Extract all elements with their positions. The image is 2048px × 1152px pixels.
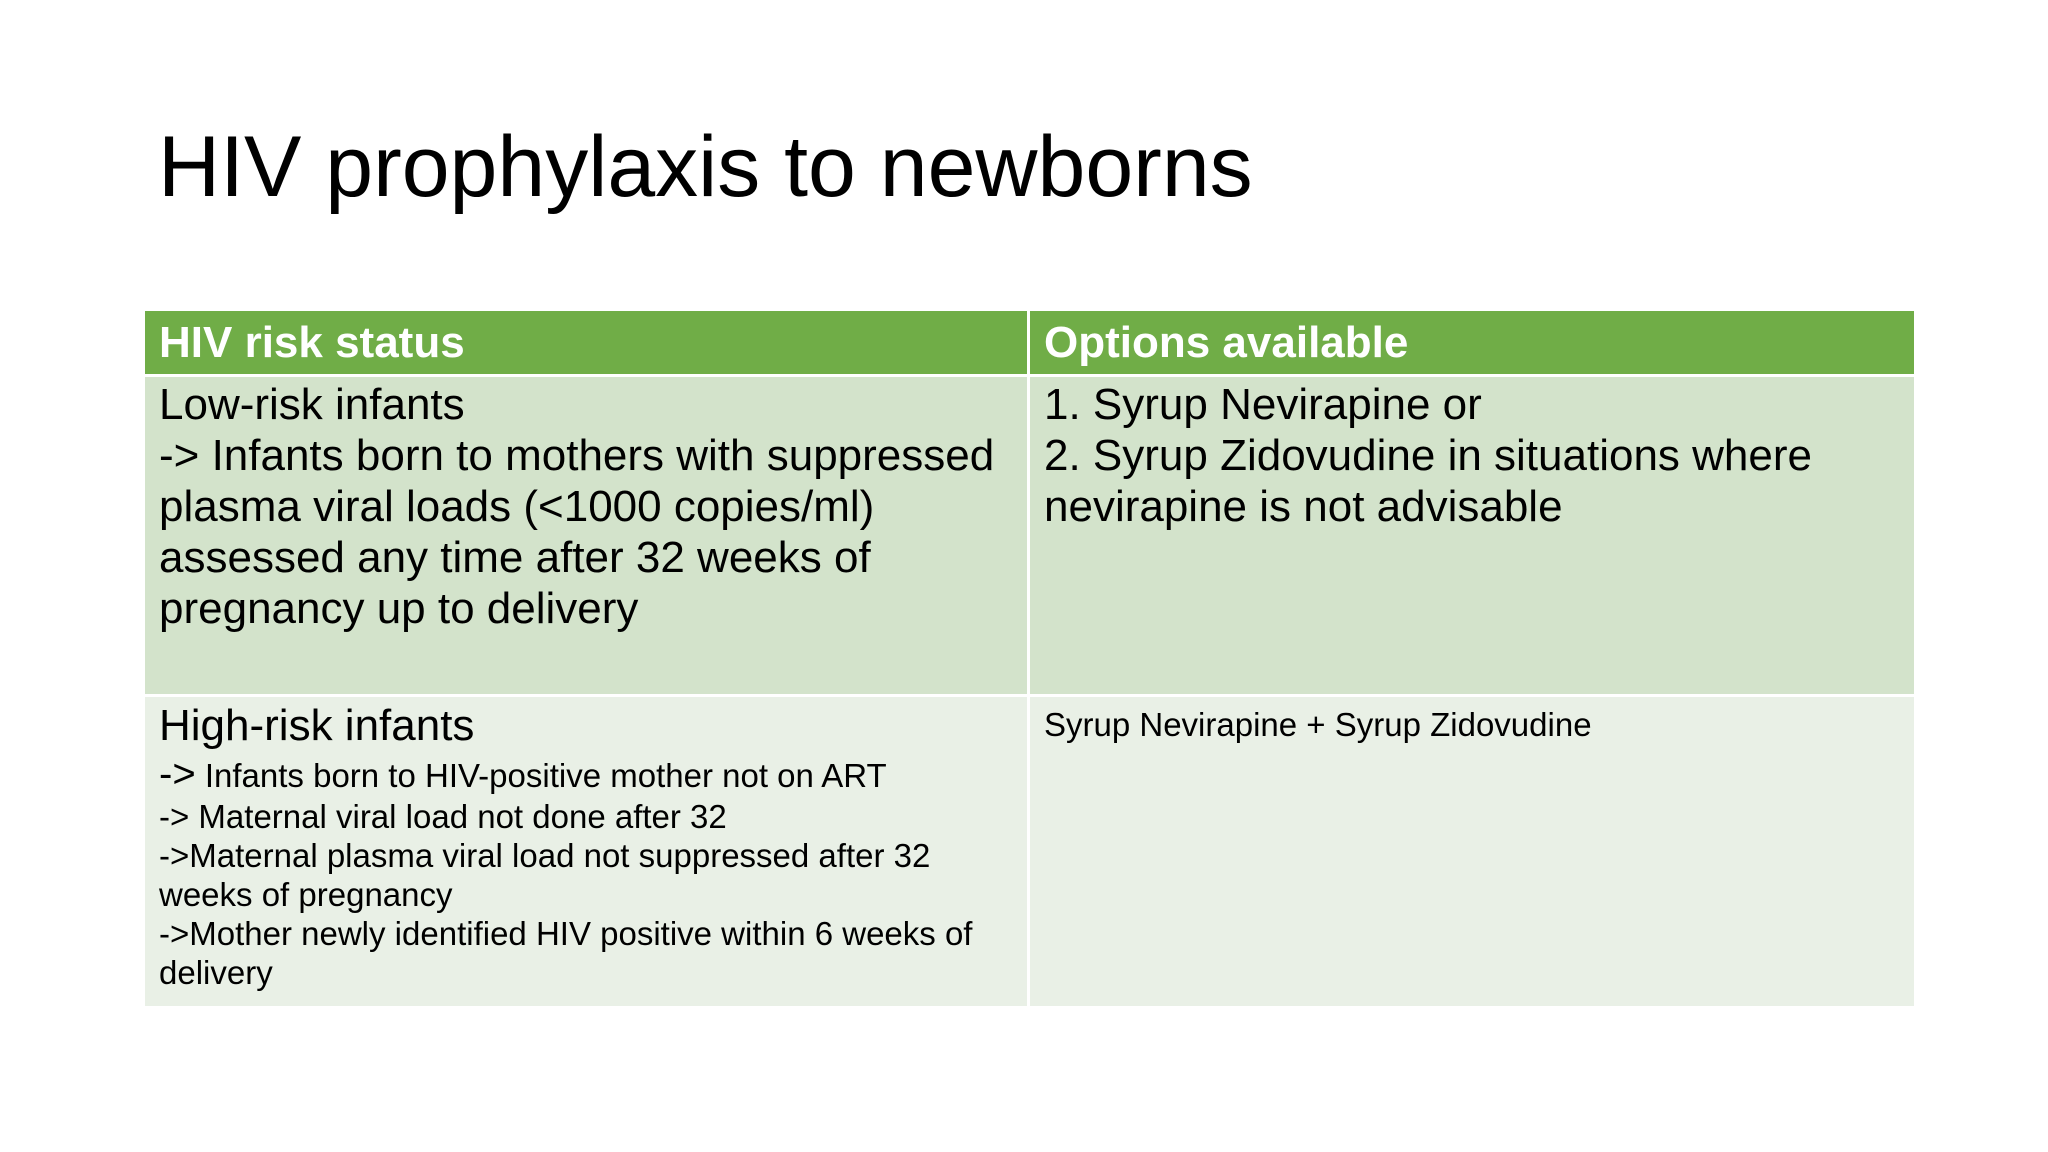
low-risk-option-1: 1. Syrup Nevirapine or	[1044, 380, 1482, 429]
low-risk-detail: -> Infants born to mothers with suppressed plasma viral loads (<1000 copies/ml) assessed any time after 32 weeks of pregnancy up to delivery	[159, 431, 1007, 633]
header-hiv-risk-status: HIV risk status	[144, 310, 1029, 376]
high-risk-heading: High-risk infants	[159, 701, 475, 750]
low-risk-option-2: 2. Syrup Zidovudine in situations where nevirapine is not advisable	[1044, 431, 1825, 531]
low-risk-heading: Low-risk infants	[159, 380, 465, 429]
high-risk-criterion-1-text: Infants born to HIV-positive mother not on ART	[195, 757, 887, 794]
header-options-available: Options available	[1029, 310, 1916, 376]
table-row-high-risk	[144, 696, 1916, 1008]
high-risk-options-cell	[1029, 696, 1916, 1008]
high-risk-criterion-3: ->Maternal plasma viral load not suppressed after 32 weeks of pregnancy	[159, 837, 940, 913]
prophylaxis-table	[142, 308, 1917, 1009]
high-risk-status-cell	[144, 696, 1029, 1008]
high-risk-arrow: ->	[159, 752, 196, 796]
high-risk-criterion-1	[159, 753, 1013, 797]
high-risk-criterion-2: -> Maternal viral load not done after 32	[159, 798, 727, 835]
slide-title: HIV prophylaxis to newborns	[158, 119, 1253, 215]
table-header-row	[144, 310, 1916, 376]
high-risk-option-1: Syrup Nevirapine + Syrup Zidovudine	[1044, 706, 1592, 743]
table-row-low-risk	[144, 376, 1916, 696]
low-risk-options-cell	[1029, 376, 1916, 696]
high-risk-criterion-4: ->Mother newly identified HIV positive within 6 weeks of delivery	[159, 915, 982, 991]
low-risk-status-cell	[144, 376, 1029, 696]
